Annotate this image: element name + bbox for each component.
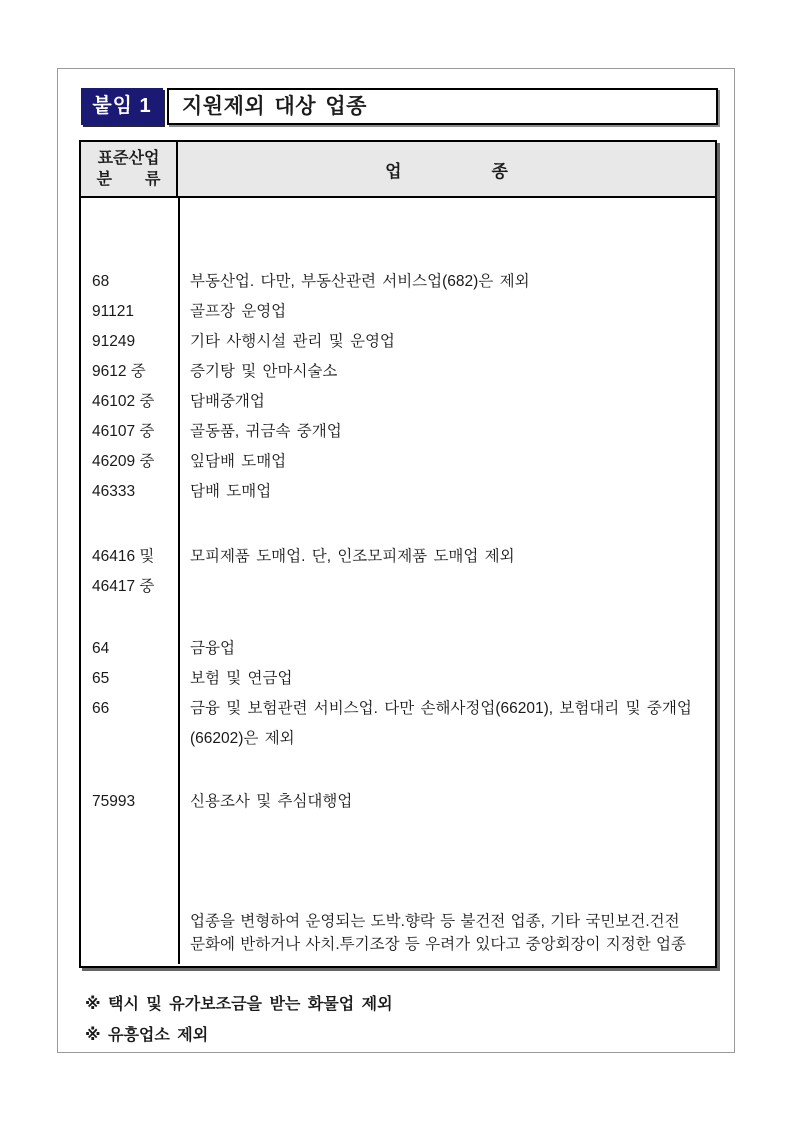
- page-border-frame: [57, 68, 735, 1053]
- table-row: [81, 664, 715, 694]
- industry-code: 65: [92, 670, 110, 687]
- table-row: [81, 417, 715, 447]
- industry-code: 66: [92, 700, 110, 717]
- header-code-line2: [97, 169, 161, 190]
- industry-description: 보험 및 연금업: [190, 670, 293, 687]
- spacer: [81, 754, 715, 787]
- column-header-industry-code: [81, 142, 178, 196]
- excluded-industries-table: [79, 140, 717, 968]
- industry-description: 담배중개업: [190, 393, 265, 410]
- industry-code: 46209 중: [92, 453, 155, 470]
- industry-description: 금융업: [190, 640, 235, 657]
- industry-description: 신용조사 및 추심대행업: [190, 793, 353, 810]
- spacer: [81, 507, 715, 542]
- industry-description: 금융 및 보험관련 서비스업. 다만 손해사정업(66201), 보험대리 및 중개업: [190, 700, 692, 717]
- attachment-badge: 붙임 1: [81, 88, 163, 125]
- table-row: [81, 327, 715, 357]
- industry-code: 46107 중: [92, 423, 155, 440]
- spacer: [81, 602, 715, 634]
- header-industry-char-eop: 업: [385, 161, 402, 181]
- table-row: [81, 634, 715, 664]
- industry-code: 91249: [92, 333, 136, 350]
- industry-code: 46417 중: [92, 578, 155, 595]
- industry-description: 담배 도매업: [190, 483, 272, 500]
- table-row-bottom-note: [81, 910, 715, 956]
- footnote-entertainment-exclusion: ※ 유흥업소 제외: [85, 1027, 209, 1044]
- industry-code: 46416 및: [92, 548, 155, 565]
- table-row: [81, 387, 715, 417]
- table-header-row: [81, 142, 715, 198]
- industry-code: 91121: [92, 303, 134, 320]
- table-row: [81, 694, 715, 724]
- industry-code: [81, 724, 180, 754]
- footnotes: [85, 993, 393, 1055]
- table-row: [81, 357, 715, 387]
- industry-description: 증기탕 및 안마시술소: [190, 363, 338, 380]
- footnote-taxi-freight-exclusion: ※ 택시 및 유가보조금을 받는 화물업 제외: [85, 996, 393, 1013]
- industry-code: 9612 중: [92, 363, 146, 380]
- page-title: 지원제외 대상 업종: [167, 88, 718, 125]
- industry-code: [81, 910, 180, 956]
- industry-description: 골동품, 귀금속 중개업: [190, 423, 342, 440]
- industry-description: 골프장 운영업: [190, 303, 287, 320]
- industry-code: 75993: [92, 793, 136, 810]
- industry-code: 68: [92, 273, 110, 290]
- table-row: [81, 572, 715, 602]
- industry-description: 부동산업. 다만, 부동산관련 서비스업(682)은 제외: [190, 273, 530, 290]
- table-row: [81, 267, 715, 297]
- industry-description: 기타 사행시설 관리 및 운영업: [190, 333, 395, 350]
- table-row: [81, 297, 715, 327]
- industry-code: 64: [92, 640, 110, 657]
- table-row: [81, 787, 715, 817]
- table-row: [81, 477, 715, 507]
- industry-code: 46333: [92, 483, 136, 500]
- header-code-char-bun: 분: [96, 171, 112, 188]
- industry-description: 잎담배 도매업: [190, 453, 287, 470]
- table-body: [81, 198, 715, 964]
- table-row: [81, 447, 715, 477]
- column-header-industry: [178, 142, 715, 196]
- table-row: [81, 724, 715, 754]
- bottom-note-line: 업종을 변형하여 운영되는 도박.향락 등 불건전 업종, 기타 국민보건.건전: [190, 913, 680, 930]
- bottom-note-line: 문화에 반하거나 사치.투기조장 등 우려가 있다고 중앙회장이 지정한 업종: [190, 936, 686, 953]
- header-code-line1: 표준산업: [97, 150, 160, 167]
- industry-description: (66202)은 제외: [190, 730, 295, 747]
- bottom-note-text: [180, 910, 715, 956]
- industry-description: [180, 572, 715, 602]
- header-code-char-ryu: 류: [145, 171, 161, 188]
- industry-code: 46102 중: [92, 393, 155, 410]
- table-row: [81, 542, 715, 572]
- header-industry-char-jong: 종: [491, 161, 508, 181]
- industry-description: 모피제품 도매업. 단, 인조모피제품 도매업 제외: [190, 548, 515, 565]
